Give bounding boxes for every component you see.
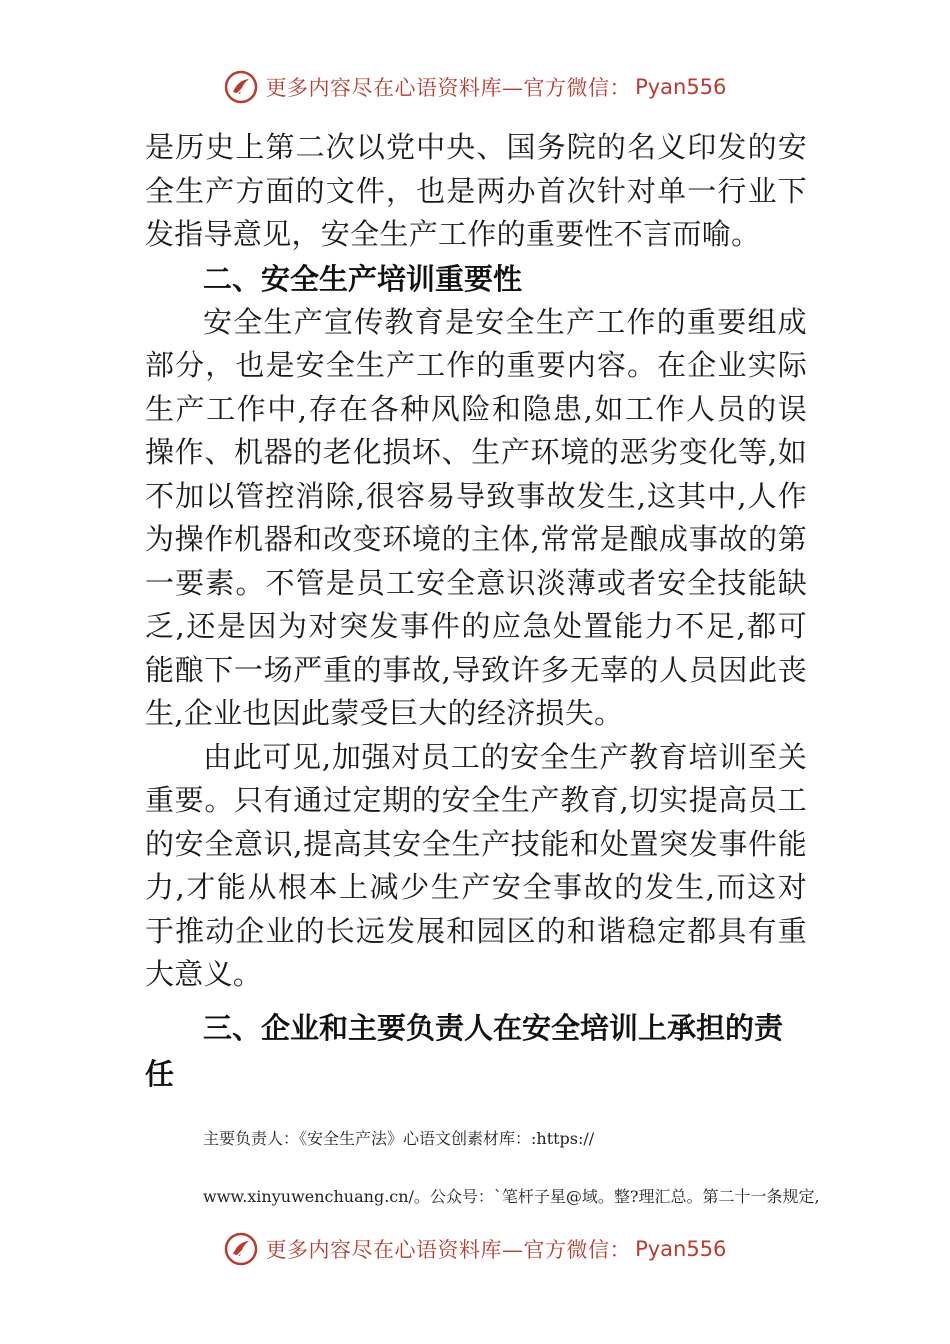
footnote-line-2: www.xinyuwenchuang.cn/。公众号：`笔杆子星@域。整?理汇总。第二十一条规定, xyxy=(203,1187,820,1206)
footnote-line-1: 主要负责人：《安全生产法》心语文创素材库：:https:// xyxy=(203,1129,595,1148)
paragraph-1: 是历史上第二次以党中央、国务院的名义印发的安全生产方面的文件，也是两办首次针对单一行业下发指导意见，安全生产工作的重要性不言而喻。 xyxy=(145,130,807,251)
banner-text: 更多内容尽在心语资料库—官方微信： xyxy=(265,76,632,100)
brand-logo-icon xyxy=(224,1232,258,1266)
header-banner xyxy=(0,70,950,104)
wechat-id: Pyan556 xyxy=(635,75,727,99)
paragraph-2: 安全生产宣传教育是安全生产工作的重要组成部分，也是安全生产工作的重要内容。在企业实际生产工作中,存在各种风险和隐患,如工作人员的误操作、机器的老化损坏、生产环境的恶劣变化等,如不加以管控消除,很容易导致事故发生,这其中,人作为操作机器和改变环境的主体,常常是酿成事故的第一要素。不管是员工安全意识淡薄或者安全技能缺乏,还是因为对突发事件的应急处置能力不足,都可能酿下一场严重的事故,导致许多无辜的人员因此丧生,企业也因此蒙受巨大的经济损失。 xyxy=(145,304,807,730)
brand-logo-icon xyxy=(224,70,258,104)
section-heading-3: 三、企业和主要负责人在安全培训上承担的责任 xyxy=(145,1010,784,1091)
footer-banner xyxy=(0,1232,950,1266)
paragraph-3: 由此可见,加强对员工的安全生产教育培训至关重要。只有通过定期的安全生产教育,切实提高员工的安全意识,提高其安全生产技能和处置突发事件能力,才能从根本上减少生产安全事故的发生,而这对于推动企业的长远发展和园区的和谐稳定都具有重大意义。 xyxy=(145,739,807,991)
section-heading-2: 二、安全生产培训重要性 xyxy=(203,261,523,296)
wechat-id: Pyan556 xyxy=(635,1237,727,1261)
banner-text: 更多内容尽在心语资料库—官方微信： xyxy=(265,1238,632,1262)
document-body xyxy=(145,126,820,1206)
